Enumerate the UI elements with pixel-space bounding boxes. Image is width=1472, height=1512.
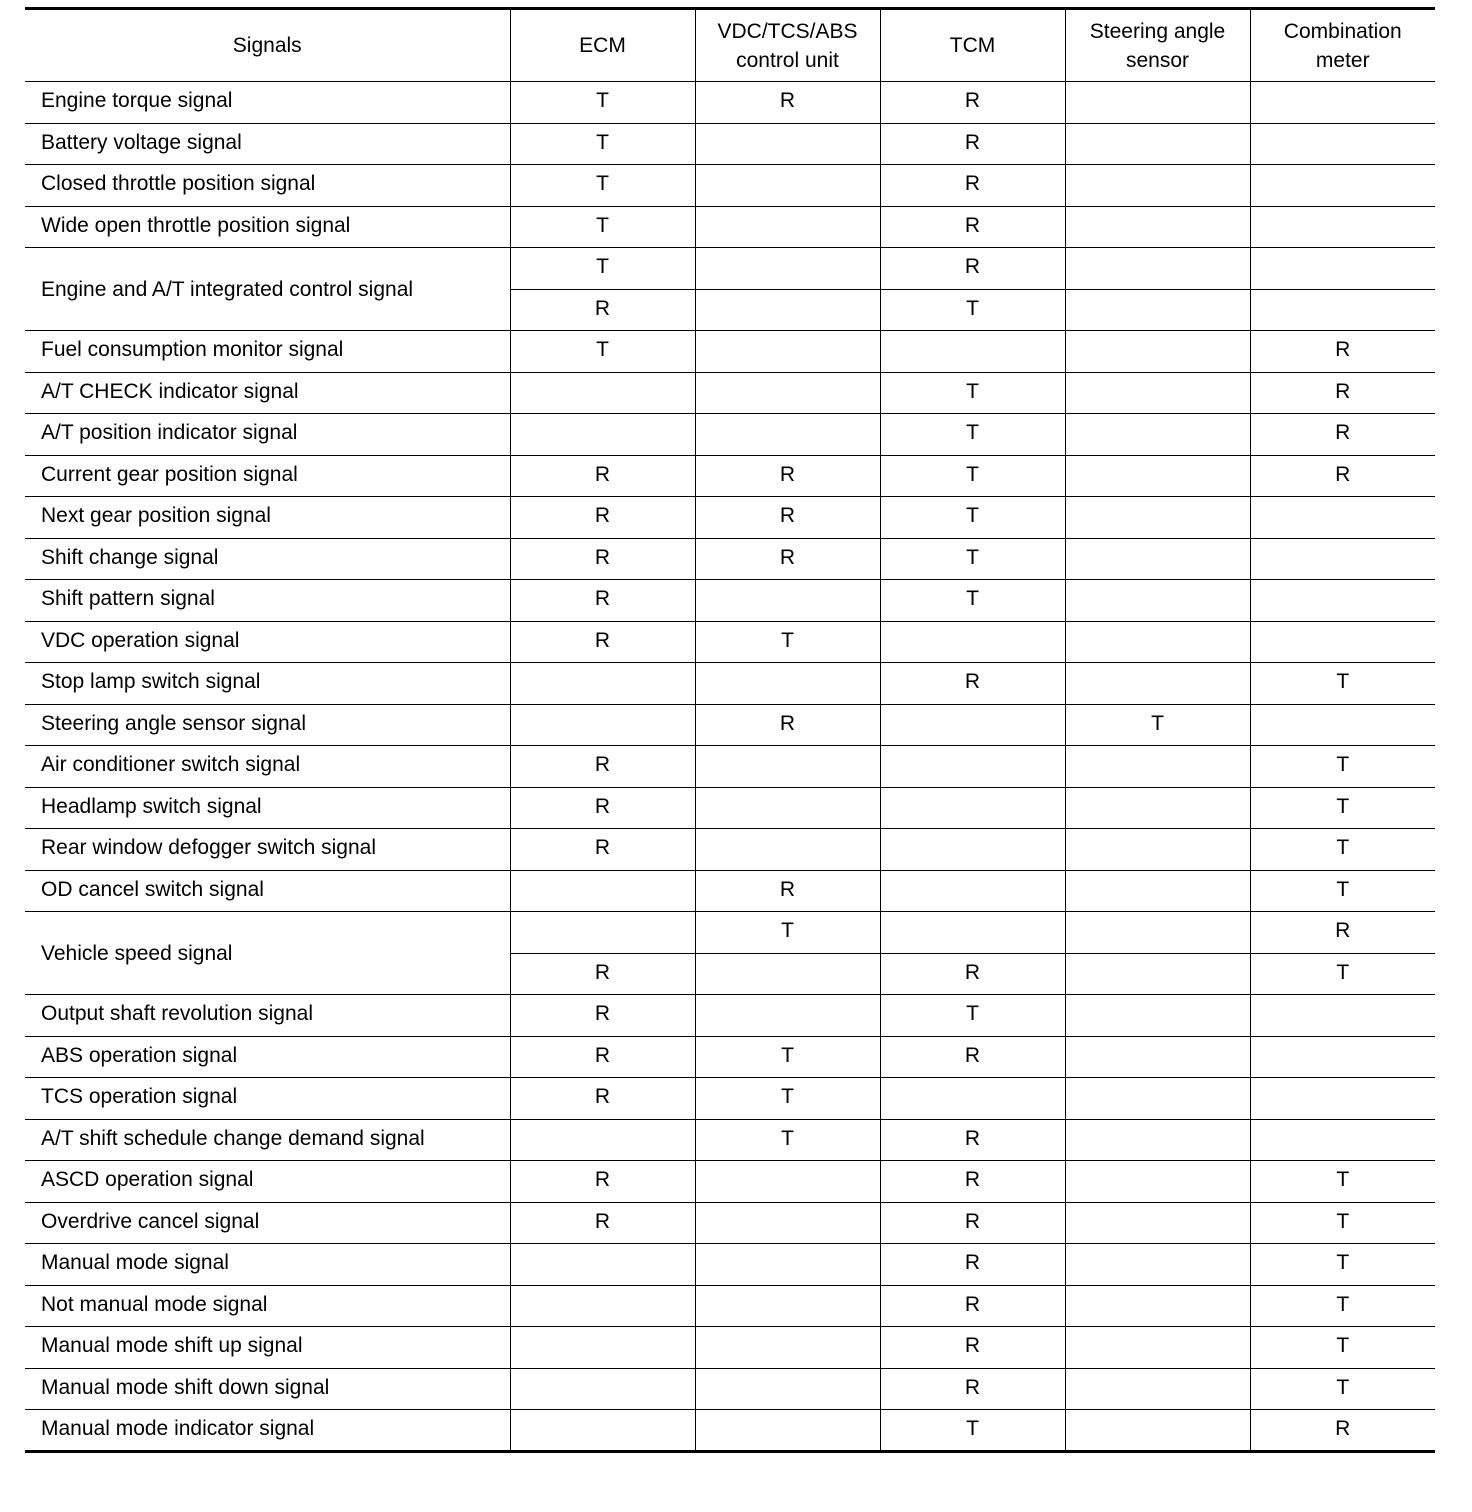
cell-meter xyxy=(1250,580,1435,622)
cell-steer xyxy=(1065,870,1250,912)
cell-vdc xyxy=(695,1161,880,1203)
cell-tcm: R xyxy=(880,1202,1065,1244)
cell-vdc xyxy=(695,248,880,290)
cell-tcm xyxy=(880,912,1065,954)
table-row xyxy=(25,1036,1435,1078)
table-row xyxy=(25,123,1435,165)
cell-steer xyxy=(1065,1285,1250,1327)
cell-vdc xyxy=(695,289,880,331)
signal-name-cell: Headlamp switch signal xyxy=(25,787,510,829)
cell-tcm: R xyxy=(880,663,1065,705)
signal-name-cell: Engine and A/T integrated control signal xyxy=(25,248,510,331)
cell-meter: R xyxy=(1250,912,1435,954)
table-row xyxy=(25,746,1435,788)
cell-steer xyxy=(1065,621,1250,663)
cell-steer xyxy=(1065,206,1250,248)
cell-steer xyxy=(1065,123,1250,165)
cell-tcm: R xyxy=(880,165,1065,207)
signal-name-cell: Stop lamp switch signal xyxy=(25,663,510,705)
table-row xyxy=(25,829,1435,871)
cell-meter xyxy=(1250,82,1435,124)
cell-ecm xyxy=(510,870,695,912)
cell-meter xyxy=(1250,289,1435,331)
signal-name-cell: A/T position indicator signal xyxy=(25,414,510,456)
table-row xyxy=(25,497,1435,539)
cell-tcm xyxy=(880,331,1065,373)
table-row xyxy=(25,1119,1435,1161)
cell-meter xyxy=(1250,497,1435,539)
table-row xyxy=(25,1161,1435,1203)
cell-vdc xyxy=(695,829,880,871)
cell-vdc xyxy=(695,953,880,995)
cell-ecm: R xyxy=(510,829,695,871)
cell-ecm: R xyxy=(510,497,695,539)
cell-ecm: R xyxy=(510,1202,695,1244)
cell-vdc xyxy=(695,1202,880,1244)
cell-ecm: T xyxy=(510,331,695,373)
cell-meter: T xyxy=(1250,1368,1435,1410)
table-row xyxy=(25,663,1435,705)
cell-meter xyxy=(1250,1119,1435,1161)
table-row xyxy=(25,1244,1435,1286)
cell-ecm: T xyxy=(510,248,695,290)
table-row xyxy=(25,621,1435,663)
cell-vdc xyxy=(695,331,880,373)
cell-vdc: T xyxy=(695,1036,880,1078)
table-row xyxy=(25,414,1435,456)
cell-meter: R xyxy=(1250,455,1435,497)
cell-tcm: R xyxy=(880,248,1065,290)
cell-meter xyxy=(1250,248,1435,290)
cell-ecm: R xyxy=(510,580,695,622)
cell-meter xyxy=(1250,995,1435,1037)
signal-name-cell: Fuel consumption monitor signal xyxy=(25,331,510,373)
cell-ecm: T xyxy=(510,206,695,248)
cell-steer xyxy=(1065,580,1250,622)
signal-name-cell: Engine torque signal xyxy=(25,82,510,124)
cell-tcm: R xyxy=(880,1368,1065,1410)
cell-meter xyxy=(1250,1078,1435,1120)
cell-vdc xyxy=(695,746,880,788)
table-row xyxy=(25,165,1435,207)
cell-vdc xyxy=(695,372,880,414)
signal-name-cell: Rear window defogger switch signal xyxy=(25,829,510,871)
signal-table-container xyxy=(25,7,1435,1453)
table-row xyxy=(25,538,1435,580)
cell-vdc xyxy=(695,414,880,456)
cell-vdc xyxy=(695,787,880,829)
cell-tcm: R xyxy=(880,1036,1065,1078)
cell-ecm xyxy=(510,663,695,705)
table-row xyxy=(25,206,1435,248)
cell-steer xyxy=(1065,829,1250,871)
table-row xyxy=(25,912,1435,954)
cell-meter xyxy=(1250,165,1435,207)
signal-name-cell: Current gear position signal xyxy=(25,455,510,497)
cell-ecm xyxy=(510,1368,695,1410)
table-row xyxy=(25,1368,1435,1410)
cell-steer xyxy=(1065,1036,1250,1078)
cell-ecm: T xyxy=(510,82,695,124)
cell-vdc: T xyxy=(695,1119,880,1161)
cell-steer xyxy=(1065,455,1250,497)
cell-meter: T xyxy=(1250,1244,1435,1286)
cell-vdc xyxy=(695,1285,880,1327)
cell-steer xyxy=(1065,1161,1250,1203)
cell-steer xyxy=(1065,165,1250,207)
cell-tcm: T xyxy=(880,1410,1065,1452)
signal-name-cell: ABS operation signal xyxy=(25,1036,510,1078)
signal-name-cell: Wide open throttle position signal xyxy=(25,206,510,248)
cell-vdc xyxy=(695,1327,880,1369)
cell-tcm xyxy=(880,787,1065,829)
cell-meter: T xyxy=(1250,787,1435,829)
cell-tcm: T xyxy=(880,580,1065,622)
cell-steer xyxy=(1065,787,1250,829)
cell-steer xyxy=(1065,953,1250,995)
signal-name-cell: Not manual mode signal xyxy=(25,1285,510,1327)
signal-name-cell: Manual mode shift up signal xyxy=(25,1327,510,1369)
table-row xyxy=(25,248,1435,290)
cell-ecm: R xyxy=(510,995,695,1037)
signal-name-cell: Vehicle speed signal xyxy=(25,912,510,995)
cell-ecm xyxy=(510,1119,695,1161)
cell-meter xyxy=(1250,538,1435,580)
signal-name-cell: Air conditioner switch signal xyxy=(25,746,510,788)
header-signals: Signals xyxy=(25,9,510,82)
signal-name-cell: Manual mode shift down signal xyxy=(25,1368,510,1410)
cell-tcm: T xyxy=(880,538,1065,580)
cell-ecm: T xyxy=(510,123,695,165)
table-row xyxy=(25,580,1435,622)
cell-ecm xyxy=(510,1285,695,1327)
cell-tcm xyxy=(880,829,1065,871)
cell-vdc xyxy=(695,995,880,1037)
table-row xyxy=(25,787,1435,829)
table-row xyxy=(25,1410,1435,1452)
cell-steer xyxy=(1065,912,1250,954)
signal-name-cell: Manual mode indicator signal xyxy=(25,1410,510,1452)
cell-vdc: T xyxy=(695,621,880,663)
cell-ecm: T xyxy=(510,165,695,207)
cell-tcm: R xyxy=(880,1285,1065,1327)
cell-meter: T xyxy=(1250,1285,1435,1327)
cell-ecm: R xyxy=(510,1078,695,1120)
signal-name-cell: VDC operation signal xyxy=(25,621,510,663)
can-signal-table xyxy=(25,7,1435,1453)
cell-steer xyxy=(1065,995,1250,1037)
signal-name-cell: Overdrive cancel signal xyxy=(25,1202,510,1244)
cell-tcm: R xyxy=(880,1327,1065,1369)
cell-tcm: T xyxy=(880,414,1065,456)
cell-meter: R xyxy=(1250,372,1435,414)
signal-name-cell: Shift change signal xyxy=(25,538,510,580)
signal-name-cell: ASCD operation signal xyxy=(25,1161,510,1203)
cell-steer xyxy=(1065,746,1250,788)
cell-meter: T xyxy=(1250,663,1435,705)
table-row xyxy=(25,372,1435,414)
cell-tcm: T xyxy=(880,995,1065,1037)
signal-name-cell: Battery voltage signal xyxy=(25,123,510,165)
cell-ecm xyxy=(510,704,695,746)
cell-tcm xyxy=(880,621,1065,663)
table-row xyxy=(25,331,1435,373)
table-row xyxy=(25,704,1435,746)
cell-meter: T xyxy=(1250,1161,1435,1203)
cell-vdc xyxy=(695,1368,880,1410)
signal-name-cell: A/T CHECK indicator signal xyxy=(25,372,510,414)
table-body xyxy=(25,82,1435,1452)
table-row xyxy=(25,1202,1435,1244)
table-row xyxy=(25,995,1435,1037)
cell-tcm: T xyxy=(880,455,1065,497)
header-vdc: VDC/TCS/ABS control unit xyxy=(695,9,880,82)
cell-steer xyxy=(1065,1368,1250,1410)
cell-ecm: R xyxy=(510,787,695,829)
cell-tcm: R xyxy=(880,206,1065,248)
cell-vdc xyxy=(695,206,880,248)
cell-vdc xyxy=(695,165,880,207)
cell-steer xyxy=(1065,372,1250,414)
cell-vdc: T xyxy=(695,912,880,954)
cell-steer xyxy=(1065,663,1250,705)
header-combination-meter: Combination meter xyxy=(1250,9,1435,82)
cell-tcm: R xyxy=(880,1119,1065,1161)
signal-name-cell: Shift pattern signal xyxy=(25,580,510,622)
cell-ecm: R xyxy=(510,289,695,331)
cell-meter: T xyxy=(1250,953,1435,995)
table-row xyxy=(25,82,1435,124)
cell-vdc: R xyxy=(695,704,880,746)
cell-steer xyxy=(1065,82,1250,124)
cell-meter xyxy=(1250,206,1435,248)
cell-steer xyxy=(1065,1410,1250,1452)
header-steering-angle-sensor: Steering angle sensor xyxy=(1065,9,1250,82)
header-ecm: ECM xyxy=(510,9,695,82)
cell-meter: T xyxy=(1250,746,1435,788)
cell-tcm: T xyxy=(880,372,1065,414)
cell-meter: T xyxy=(1250,1202,1435,1244)
signal-name-cell: A/T shift schedule change demand signal xyxy=(25,1119,510,1161)
table-row xyxy=(25,1078,1435,1120)
table-row xyxy=(25,455,1435,497)
cell-ecm: R xyxy=(510,621,695,663)
cell-tcm xyxy=(880,870,1065,912)
cell-ecm xyxy=(510,1410,695,1452)
cell-ecm: R xyxy=(510,455,695,497)
cell-tcm: R xyxy=(880,123,1065,165)
cell-steer xyxy=(1065,1202,1250,1244)
signal-name-cell: Output shaft revolution signal xyxy=(25,995,510,1037)
cell-tcm: R xyxy=(880,953,1065,995)
cell-tcm: R xyxy=(880,1244,1065,1286)
table-row xyxy=(25,1327,1435,1369)
cell-meter xyxy=(1250,621,1435,663)
cell-meter xyxy=(1250,123,1435,165)
table-row xyxy=(25,870,1435,912)
cell-meter xyxy=(1250,1036,1435,1078)
cell-ecm xyxy=(510,912,695,954)
cell-steer xyxy=(1065,289,1250,331)
signal-name-cell: Manual mode signal xyxy=(25,1244,510,1286)
cell-meter: R xyxy=(1250,1410,1435,1452)
cell-vdc xyxy=(695,580,880,622)
cell-tcm: T xyxy=(880,497,1065,539)
signal-name-cell: OD cancel switch signal xyxy=(25,870,510,912)
cell-meter xyxy=(1250,704,1435,746)
cell-tcm: R xyxy=(880,1161,1065,1203)
cell-steer xyxy=(1065,248,1250,290)
cell-ecm: R xyxy=(510,538,695,580)
cell-tcm: T xyxy=(880,289,1065,331)
cell-meter: R xyxy=(1250,331,1435,373)
cell-tcm xyxy=(880,746,1065,788)
cell-tcm: R xyxy=(880,82,1065,124)
cell-steer xyxy=(1065,1119,1250,1161)
cell-meter: T xyxy=(1250,1327,1435,1369)
signal-name-cell: Closed throttle position signal xyxy=(25,165,510,207)
cell-steer xyxy=(1065,538,1250,580)
cell-vdc xyxy=(695,123,880,165)
cell-meter: R xyxy=(1250,414,1435,456)
header-row xyxy=(25,9,1435,82)
signal-name-cell: Steering angle sensor signal xyxy=(25,704,510,746)
cell-ecm: R xyxy=(510,953,695,995)
cell-vdc: T xyxy=(695,1078,880,1120)
cell-vdc xyxy=(695,663,880,705)
cell-ecm: R xyxy=(510,1036,695,1078)
cell-meter: T xyxy=(1250,829,1435,871)
cell-vdc: R xyxy=(695,455,880,497)
cell-vdc xyxy=(695,1244,880,1286)
signal-name-cell: TCS operation signal xyxy=(25,1078,510,1120)
cell-steer xyxy=(1065,414,1250,456)
cell-ecm xyxy=(510,1327,695,1369)
cell-steer xyxy=(1065,497,1250,539)
cell-tcm xyxy=(880,1078,1065,1120)
cell-ecm xyxy=(510,372,695,414)
cell-meter: T xyxy=(1250,870,1435,912)
table-row xyxy=(25,1285,1435,1327)
signal-name-cell: Next gear position signal xyxy=(25,497,510,539)
cell-vdc: R xyxy=(695,870,880,912)
cell-ecm: R xyxy=(510,1161,695,1203)
cell-steer: T xyxy=(1065,704,1250,746)
cell-steer xyxy=(1065,1244,1250,1286)
cell-ecm: R xyxy=(510,746,695,788)
cell-vdc: R xyxy=(695,497,880,539)
header-tcm: TCM xyxy=(880,9,1065,82)
cell-vdc: R xyxy=(695,82,880,124)
cell-steer xyxy=(1065,1078,1250,1120)
cell-tcm xyxy=(880,704,1065,746)
cell-ecm xyxy=(510,1244,695,1286)
cell-steer xyxy=(1065,331,1250,373)
cell-vdc xyxy=(695,1410,880,1452)
cell-steer xyxy=(1065,1327,1250,1369)
cell-ecm xyxy=(510,414,695,456)
cell-vdc: R xyxy=(695,538,880,580)
